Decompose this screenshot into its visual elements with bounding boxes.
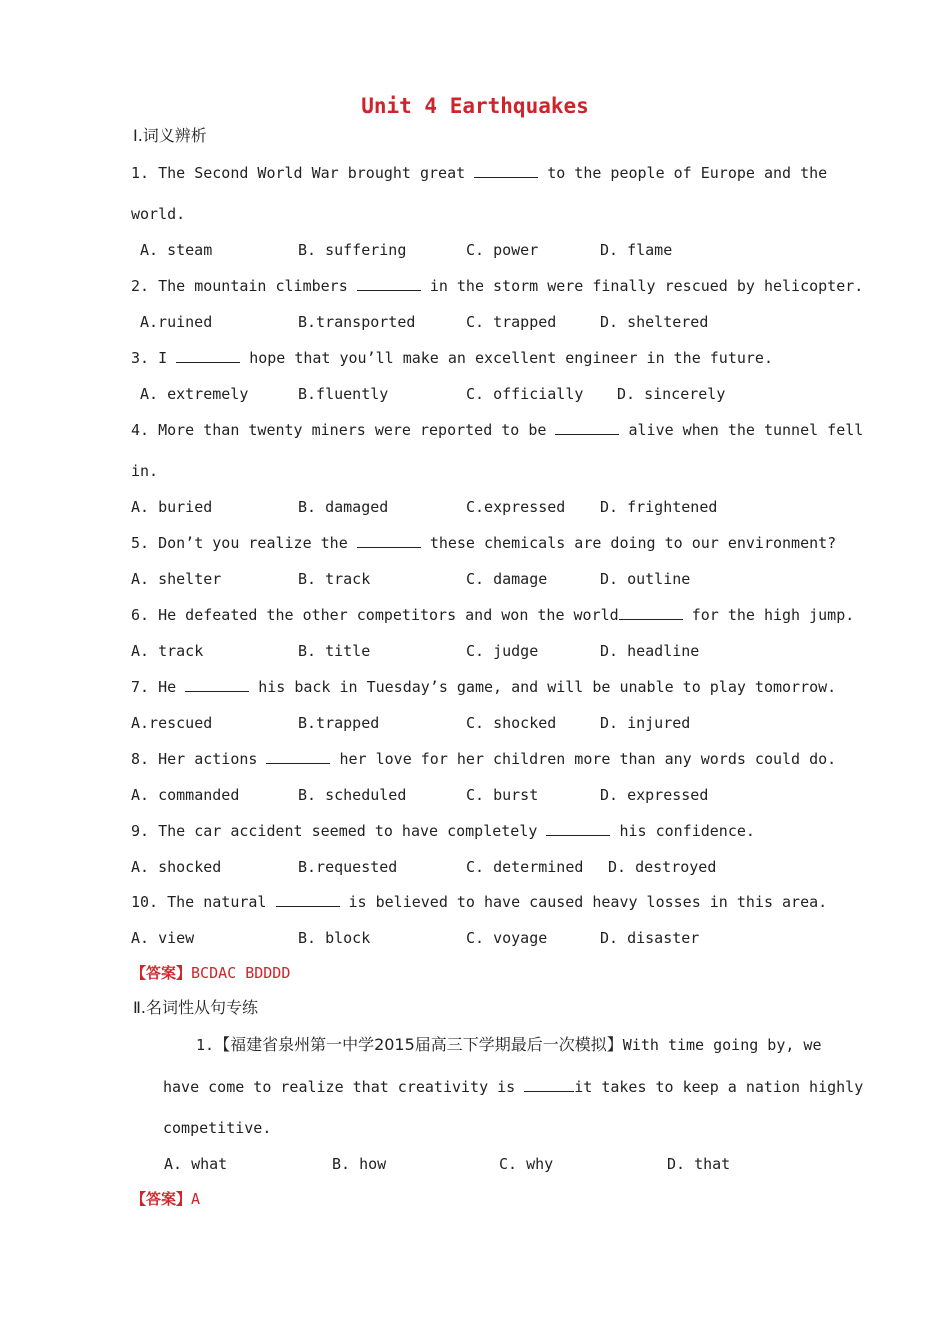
question-stem: The Second World War brought great xyxy=(158,164,466,182)
option: B.fluently xyxy=(298,385,389,403)
option: D. destroyed xyxy=(608,858,717,876)
question-stem: these chemicals are doing to our environment? xyxy=(429,534,837,552)
answer-blank xyxy=(555,420,619,435)
option: A. view xyxy=(131,929,195,947)
answer-blank xyxy=(276,892,340,907)
option: A. steam xyxy=(140,241,213,259)
answer-blank xyxy=(546,821,610,836)
question-4-continued: in. xyxy=(131,462,159,480)
question-number: 8. xyxy=(131,750,150,768)
option: D. disaster xyxy=(600,929,700,947)
option: A. what xyxy=(164,1155,228,1173)
section-heading-2: Ⅱ.名词性从句专练 xyxy=(133,998,258,1017)
question-stem: He xyxy=(158,678,177,696)
question-stem: his back in Tuesday’s game, and will be unable to play tomorrow. xyxy=(258,678,837,696)
option: A. commanded xyxy=(131,786,240,804)
question-stem: for the high jump. xyxy=(691,606,855,624)
option: B. suffering xyxy=(298,241,407,259)
option: A. track xyxy=(131,642,204,660)
option: B. track xyxy=(298,570,371,588)
option: A. shelter xyxy=(131,570,222,588)
option: C. why xyxy=(499,1155,554,1173)
option: B. title xyxy=(298,642,371,660)
option: A. buried xyxy=(131,498,213,516)
option: B. scheduled xyxy=(298,786,407,804)
question-number: 1. xyxy=(131,164,150,182)
page-title: Unit 4 Earthquakes xyxy=(361,94,589,118)
question-number: 3. xyxy=(131,349,150,367)
option: B.requested xyxy=(298,858,398,876)
option: D. sincerely xyxy=(617,385,726,403)
option: B. damaged xyxy=(298,498,389,516)
question-4 xyxy=(131,420,863,440)
answer-blank xyxy=(176,348,240,363)
option: D. injured xyxy=(600,714,691,732)
question-number: 1. xyxy=(196,1036,215,1054)
question-stem: her love for her children more than any words could do. xyxy=(339,750,837,768)
option: A.rescued xyxy=(131,714,213,732)
question-stem: He defeated the other competitors and won the world xyxy=(158,606,619,624)
question-ii-1 xyxy=(196,1035,821,1055)
question-stem: Don’t you realize the xyxy=(158,534,348,552)
question-3 xyxy=(131,348,773,368)
answer-blank xyxy=(474,163,538,178)
answer-label: 【答案】 xyxy=(131,964,192,982)
question-2 xyxy=(131,276,863,296)
option: C. voyage xyxy=(466,929,548,947)
question-stem: is believed to have caused heavy losses in this area. xyxy=(348,893,828,911)
option: C. judge xyxy=(466,642,539,660)
option: C.expressed xyxy=(466,498,566,516)
answer-blank xyxy=(357,276,421,291)
answer-key-1 xyxy=(131,963,290,983)
option: C. trapped xyxy=(466,313,557,331)
option: B.trapped xyxy=(298,714,380,732)
answer-blank xyxy=(357,533,421,548)
option: C. shocked xyxy=(466,714,557,732)
option: D. headline xyxy=(600,642,700,660)
question-7 xyxy=(131,677,836,697)
question-number: 7. xyxy=(131,678,150,696)
question-stem: in the storm were finally rescued by helicopter. xyxy=(429,277,864,295)
option: A. shocked xyxy=(131,858,222,876)
question-stem: his confidence. xyxy=(619,822,755,840)
question-stem: hope that you’ll make an excellent engineer in the future. xyxy=(249,349,773,367)
option: C. damage xyxy=(466,570,548,588)
answer-blank xyxy=(619,605,683,620)
option: C. officially xyxy=(466,385,584,403)
answer-blank xyxy=(266,749,330,764)
question-stem: I xyxy=(158,349,168,367)
option: D. expressed xyxy=(600,786,709,804)
question-8 xyxy=(131,749,836,769)
option: A.ruined xyxy=(140,313,213,331)
option: C. burst xyxy=(466,786,539,804)
answer-blank xyxy=(524,1077,574,1092)
option: C. power xyxy=(466,241,539,259)
question-stem: have come to realize that creativity is xyxy=(163,1078,516,1096)
answer-value: A xyxy=(191,1190,201,1208)
question-stem: to the people of Europe and the xyxy=(547,164,828,182)
question-ii-1-line-3: competitive. xyxy=(163,1119,272,1137)
question-stem: alive when the tunnel fell xyxy=(628,421,864,439)
question-10 xyxy=(131,892,827,912)
question-number: 10. xyxy=(131,893,159,911)
section-heading-1: Ⅰ.词义辨析 xyxy=(133,126,207,145)
question-stem: With time going by, we xyxy=(622,1036,822,1054)
question-stem: Her actions xyxy=(158,750,258,768)
question-6 xyxy=(131,605,854,625)
option: D. outline xyxy=(600,570,691,588)
option: D. frightened xyxy=(600,498,718,516)
question-number: 4. xyxy=(131,421,150,439)
question-number: 9. xyxy=(131,822,150,840)
answer-key-2 xyxy=(131,1189,200,1209)
option: C. determined xyxy=(466,858,584,876)
option: B. block xyxy=(298,929,371,947)
question-stem: The mountain climbers xyxy=(158,277,348,295)
question-stem: it takes to keep a nation highly xyxy=(574,1078,864,1096)
question-number: 2. xyxy=(131,277,150,295)
question-stem: The car accident seemed to have completely xyxy=(158,822,538,840)
answer-value: BCDAC BDDDD xyxy=(191,964,291,982)
question-stem: More than twenty miners were reported to be xyxy=(158,421,547,439)
question-stem: The natural xyxy=(167,893,267,911)
question-ii-1-line-2 xyxy=(163,1077,863,1097)
answer-blank xyxy=(185,677,249,692)
question-source: 【福建省泉州第一中学2015届高三下学期最后一次模拟】 xyxy=(214,1035,623,1054)
option: D. that xyxy=(667,1155,731,1173)
question-number: 5. xyxy=(131,534,150,552)
option: A. extremely xyxy=(140,385,249,403)
answer-label: 【答案】 xyxy=(131,1190,192,1208)
option: B. how xyxy=(332,1155,387,1173)
question-9 xyxy=(131,821,755,841)
question-1 xyxy=(131,163,827,183)
question-1-continued: world. xyxy=(131,205,186,223)
option: D. sheltered xyxy=(600,313,709,331)
question-5 xyxy=(131,533,836,553)
option: B.transported xyxy=(298,313,416,331)
option: D. flame xyxy=(600,241,673,259)
question-number: 6. xyxy=(131,606,150,624)
